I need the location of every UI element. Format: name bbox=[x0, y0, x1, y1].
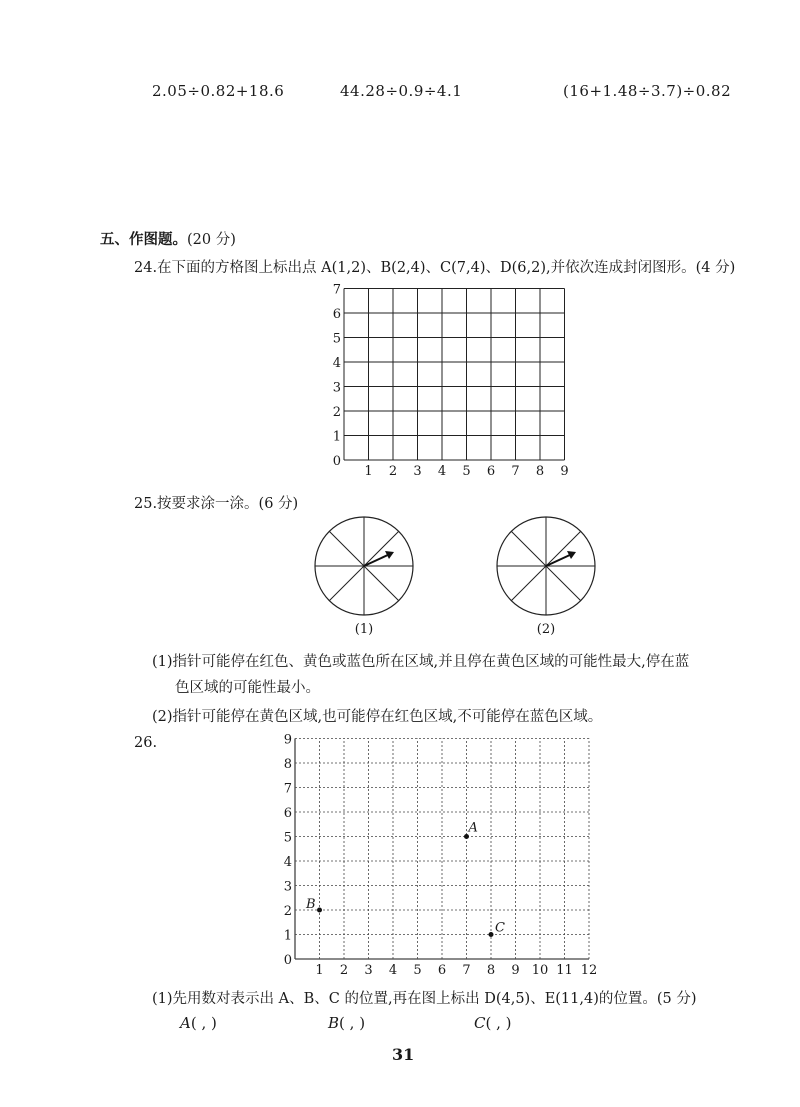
answer-b bbox=[328, 1014, 365, 1032]
answer-b-label: B bbox=[328, 1014, 340, 1032]
page-number: 31 bbox=[392, 1045, 415, 1064]
x-tick-label: 4 bbox=[437, 464, 447, 478]
answer-a-label: A bbox=[180, 1014, 191, 1032]
spinner-divider bbox=[329, 566, 364, 601]
answer-c-label: C bbox=[474, 1014, 486, 1032]
spinner-divider bbox=[364, 531, 399, 566]
spinner-pointer bbox=[546, 554, 572, 566]
spinner-divider bbox=[329, 531, 364, 566]
q26-number: 26. bbox=[134, 735, 158, 751]
spinner-caption: (2) bbox=[536, 622, 556, 637]
point-label-b: B bbox=[305, 897, 316, 912]
y-tick-label: 4 bbox=[332, 356, 341, 371]
x-tick-label: 1 bbox=[315, 963, 324, 978]
spinner-divider bbox=[546, 566, 581, 601]
y-tick-label: 1 bbox=[332, 429, 341, 445]
q24-grid bbox=[326, 282, 576, 478]
y-tick-label: 5 bbox=[332, 331, 341, 347]
q25-req1-line1: (1)指针可能停在红色、黄色或蓝色所在区域,并且停在黄色区域的可能性最大,停在蓝 bbox=[152, 654, 690, 670]
section-score: (20 分) bbox=[187, 232, 236, 248]
x-tick-label: 5 bbox=[462, 464, 471, 478]
expression-3: (16+1.48÷3.7)÷0.82 bbox=[563, 82, 732, 100]
q26-grid bbox=[278, 730, 600, 978]
section-title: 五、作图题。 bbox=[100, 231, 187, 248]
spinner-divider bbox=[546, 531, 581, 566]
expression-2: 44.28÷0.9÷4.1 bbox=[340, 82, 463, 100]
y-tick-label: 6 bbox=[283, 806, 292, 821]
y-tick-label: 0 bbox=[283, 953, 292, 968]
y-tick-label: 1 bbox=[283, 928, 292, 944]
y-tick-label: 5 bbox=[283, 830, 292, 846]
answer-a bbox=[180, 1014, 217, 1032]
x-tick-label: 2 bbox=[339, 963, 349, 978]
answer-c bbox=[474, 1014, 512, 1032]
spinner-divider bbox=[511, 531, 546, 566]
y-tick-label: 3 bbox=[283, 879, 292, 895]
q24-text: 24.在下面的方格图上标出点 A(1,2)、B(2,4)、C(7,4)、D(6,2),并依次连成封闭图形。(4 分) bbox=[134, 260, 736, 276]
x-tick-label: 9 bbox=[560, 464, 569, 478]
x-tick-label: 7 bbox=[511, 464, 520, 478]
q25-text: 25.按要求涂一涂。(6 分) bbox=[134, 496, 299, 512]
x-tick-label: 3 bbox=[413, 464, 422, 478]
point-label-c: C bbox=[495, 920, 505, 936]
x-tick-label: 8 bbox=[486, 963, 496, 978]
x-tick-label: 10 bbox=[531, 963, 549, 978]
section-header bbox=[100, 228, 236, 249]
y-tick-label: 7 bbox=[283, 781, 292, 797]
x-tick-label: 5 bbox=[413, 963, 422, 978]
spinner-pointer bbox=[364, 554, 390, 566]
x-tick-label: 9 bbox=[511, 963, 520, 978]
x-tick-label: 1 bbox=[364, 464, 373, 478]
x-tick-label: 11 bbox=[556, 963, 573, 978]
y-tick-label: 6 bbox=[332, 307, 341, 322]
answer-a-blank: ( , ) bbox=[190, 1014, 217, 1032]
point-b bbox=[317, 908, 322, 913]
expression-1: 2.05÷0.82+18.6 bbox=[152, 82, 285, 100]
x-tick-label: 12 bbox=[580, 963, 598, 978]
point-label-a: A bbox=[468, 820, 478, 836]
spinner-divider bbox=[364, 566, 399, 601]
y-tick-label: 4 bbox=[283, 855, 292, 870]
point-c bbox=[489, 932, 494, 937]
x-tick-label: 2 bbox=[388, 464, 398, 478]
spinner-divider bbox=[511, 566, 546, 601]
spinner-caption: (1) bbox=[354, 622, 374, 637]
x-tick-label: 3 bbox=[364, 963, 373, 978]
x-tick-label: 6 bbox=[437, 963, 447, 978]
y-tick-label: 9 bbox=[283, 732, 292, 748]
q25-req1-line2: 色区域的可能性最小。 bbox=[175, 680, 320, 696]
y-tick-label: 2 bbox=[283, 904, 292, 919]
q26-sub1: (1)先用数对表示出 A、B、C 的位置,再在图上标出 D(4,5)、E(11,4)的位置。(5 分) bbox=[152, 991, 697, 1007]
x-tick-label: 7 bbox=[462, 963, 471, 978]
answer-b-blank: ( , ) bbox=[339, 1014, 366, 1032]
y-tick-label: 7 bbox=[332, 282, 341, 298]
q25-req2: (2)指针可能停在黄色区域,也可能停在红色区域,不可能停在蓝色区域。 bbox=[152, 709, 603, 725]
y-tick-label: 2 bbox=[332, 405, 341, 420]
y-tick-label: 3 bbox=[332, 380, 341, 396]
x-tick-label: 6 bbox=[486, 464, 496, 478]
y-tick-label: 8 bbox=[283, 757, 292, 772]
y-tick-label: 0 bbox=[332, 454, 341, 469]
x-tick-label: 4 bbox=[388, 963, 398, 978]
q25-spinners bbox=[300, 512, 600, 642]
x-tick-label: 8 bbox=[535, 464, 545, 478]
answer-c-blank: ( , ) bbox=[485, 1014, 512, 1032]
